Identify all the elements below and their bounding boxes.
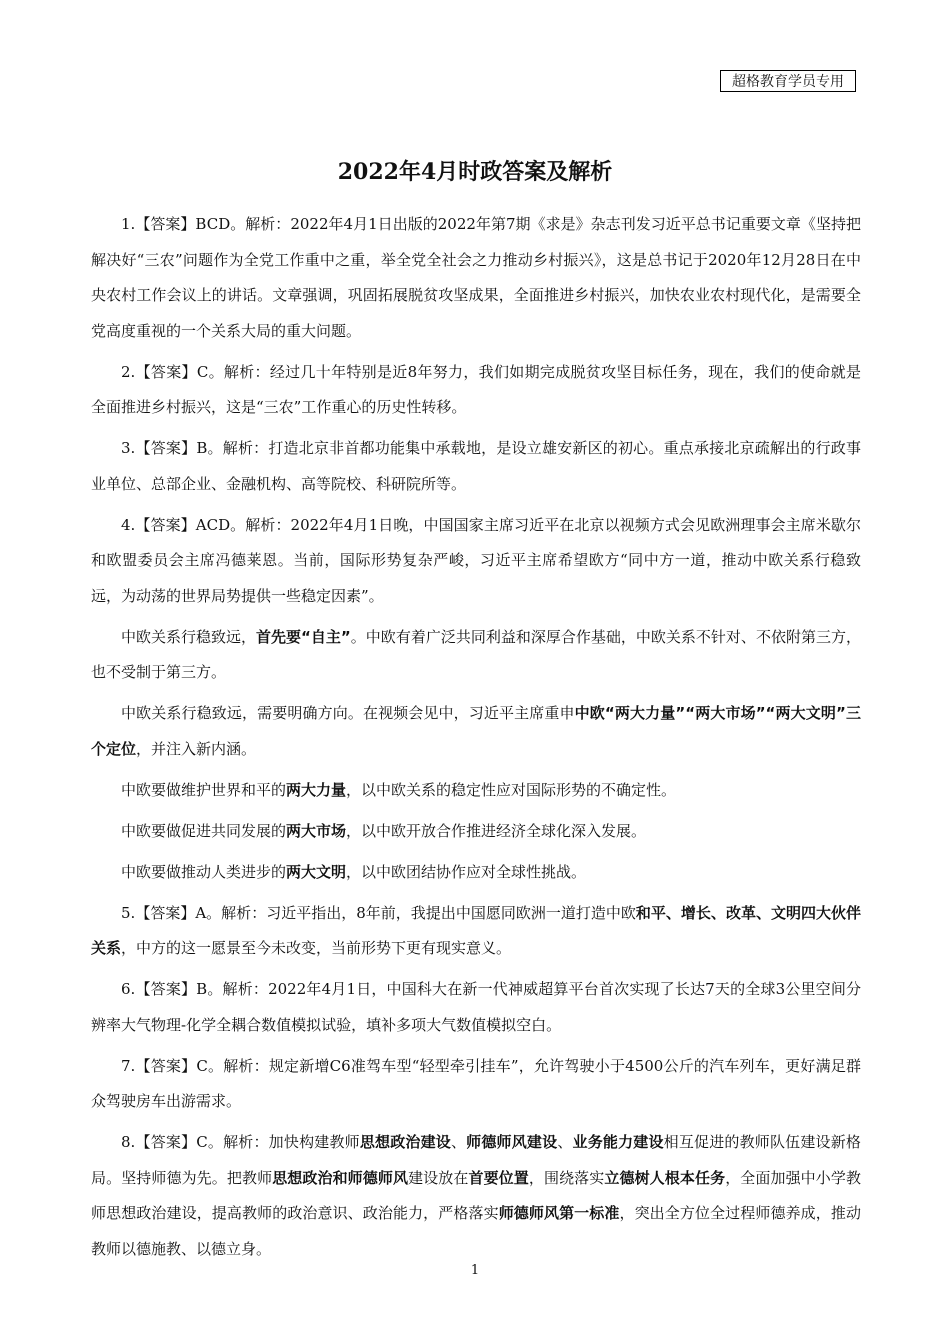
paragraph-text: 相互促进的教师队伍建设新格局。坚持师德为先。把教师 (91, 1133, 861, 1187)
paragraph-text: 、 (450, 1133, 467, 1151)
bold-keyword: 立德树人根本任务 (604, 1168, 726, 1187)
answer-paragraph (91, 207, 861, 349)
paragraph-text: 1.【答案】BCD。解析：2022年4月1日出版的2022年第7期《求是》杂志刊发习近平总书记重要文章《坚持把解决好“三农”问题作为全党工作重中之重，举全党全社会之力推动乡村振兴》，这是总书记于2020年12月28日在中央农村工作会议上的讲话。文章强调，巩固拓展脱贫攻坚成果，全面推进乡村振兴，加快农业农村现代化，是需要全党高度重视的一个关系大局的重大问题。 (91, 215, 861, 340)
bold-keyword: 业务能力建设 (572, 1133, 664, 1151)
bold-keyword: 首先要“自主” (256, 627, 351, 646)
paragraph-text: 8.【答案】C。解析：加快构建教师 (121, 1133, 360, 1151)
answer-paragraph (91, 855, 861, 891)
paragraph-text: 3.【答案】B。解析：打造北京非首都功能集中承载地，是设立雄安新区的初心。重点承接北京疏解出的行政事业单位、总部企业、金融机构、高等院校、科研院所等。 (91, 439, 861, 493)
paragraph-text: 4.【答案】ACD。解析：2022年4月1日晚，中国国家主席习近平在北京以视频方式会见欧洲理事会主席米歇尔和欧盟委员会主席冯德莱恩。当前，国际形势复杂严峻，习近平主席希望欧方“同中方一道，推动中欧关系行稳致远，为动荡的世界局势提供一些稳定因素”。 (91, 515, 861, 605)
paragraph-text: ，突出全方位全过程师德养成，推动教师以德施教、以德立身。 (91, 1204, 861, 1258)
bold-keyword: 中欧“两大力量”“两大市场”“两大文明”三个定位 (91, 704, 861, 758)
paragraph-text: 建设放在 (408, 1168, 469, 1187)
answer-paragraph (91, 355, 861, 426)
answer-paragraph (91, 814, 861, 850)
bold-keyword: 思想政治和师德师风 (272, 1168, 409, 1187)
answer-paragraph (91, 696, 861, 767)
paragraph-text: ，并注入新内涵。 (136, 739, 257, 758)
paragraph-text: ，以中欧团结协作应对全球性挑战。 (346, 862, 587, 881)
paragraph-text: 中欧要做维护世界和平的 (121, 780, 287, 799)
page-number: 1 (470, 1263, 480, 1278)
answer-paragraph (91, 773, 861, 809)
answer-paragraph (91, 1049, 861, 1120)
bold-keyword: 首要位置 (468, 1168, 529, 1187)
answer-paragraph (91, 620, 861, 691)
paragraph-text: 。中欧有着广泛共同利益和深厚合作基础，中欧关系不针对、不依附第三方，也不受制于第三方。 (91, 627, 861, 681)
answer-paragraph (91, 972, 861, 1043)
answer-paragraph (91, 431, 861, 502)
paragraph-text: 中欧要做推动人类进步的 (121, 862, 287, 881)
paragraph-text: 中欧要做促进共同发展的 (121, 821, 287, 840)
bold-keyword: 和平、增长、改革、文明四大伙伴关系 (91, 903, 861, 957)
watermark-stamp: 超格教育学员专用 (720, 70, 856, 92)
bold-keyword: 师德师风第一标准 (498, 1204, 620, 1222)
page-title: 2022年4月时政答案及解析 (337, 159, 613, 185)
bold-keyword: 两大文明 (286, 862, 347, 881)
answer-list (91, 207, 861, 1273)
paragraph-text: ，以中欧开放合作推进经济全球化深入发展。 (346, 821, 647, 840)
paragraph-text: 中欧关系行稳致远，需要明确方向。在视频会见中，习近平主席重申 (121, 704, 575, 722)
answer-paragraph (91, 1125, 861, 1267)
paragraph-text: 2.【答案】C。解析：经过几十年特别是近8年努力，我们如期完成脱贫攻坚目标任务，现在，我们的使命就是全面推进乡村振兴，这是“三农”工作重心的历史性转移。 (91, 362, 861, 416)
paragraph-text: 7.【答案】C。解析：规定新增C6准驾车型“轻型牵引挂车”，允许驾驶小于4500公斤的汽车列车，更好满足群众驾驶房车出游需求。 (91, 1056, 861, 1110)
paragraph-text: 中欧关系行稳致远， (121, 627, 257, 646)
bold-keyword: 师德师风建设 (466, 1133, 558, 1151)
answer-paragraph (91, 896, 861, 967)
paragraph-text: 、 (557, 1133, 573, 1151)
answer-paragraph (91, 508, 861, 615)
paragraph-text: 6.【答案】B。解析：2022年4月1日，中国科大在新一代神威超算平台首次实现了长达7天的全球3公里空间分辨率大气物理-化学全耦合数值模拟试验，填补多项大气数值模拟空白。 (91, 980, 861, 1034)
paragraph-text: ，全面加强中小学教师思想政治建设，提高教师的政治意识、政治能力，严格落实 (91, 1168, 861, 1222)
bold-keyword: 两大力量 (286, 780, 347, 799)
paragraph-text: ，围绕落实 (528, 1168, 605, 1187)
bold-keyword: 两大市场 (286, 821, 347, 840)
paragraph-text: ，中方的这一愿景至今未改变，当前形势下更有现实意义。 (121, 939, 512, 957)
paragraph-text: ，以中欧关系的稳定性应对国际形势的不确定性。 (346, 780, 677, 799)
paragraph-text: 5.【答案】A。解析：习近平指出，8年前，我提出中国愿同欧洲一道打造中欧 (121, 903, 636, 922)
bold-keyword: 思想政治建设 (359, 1133, 451, 1151)
